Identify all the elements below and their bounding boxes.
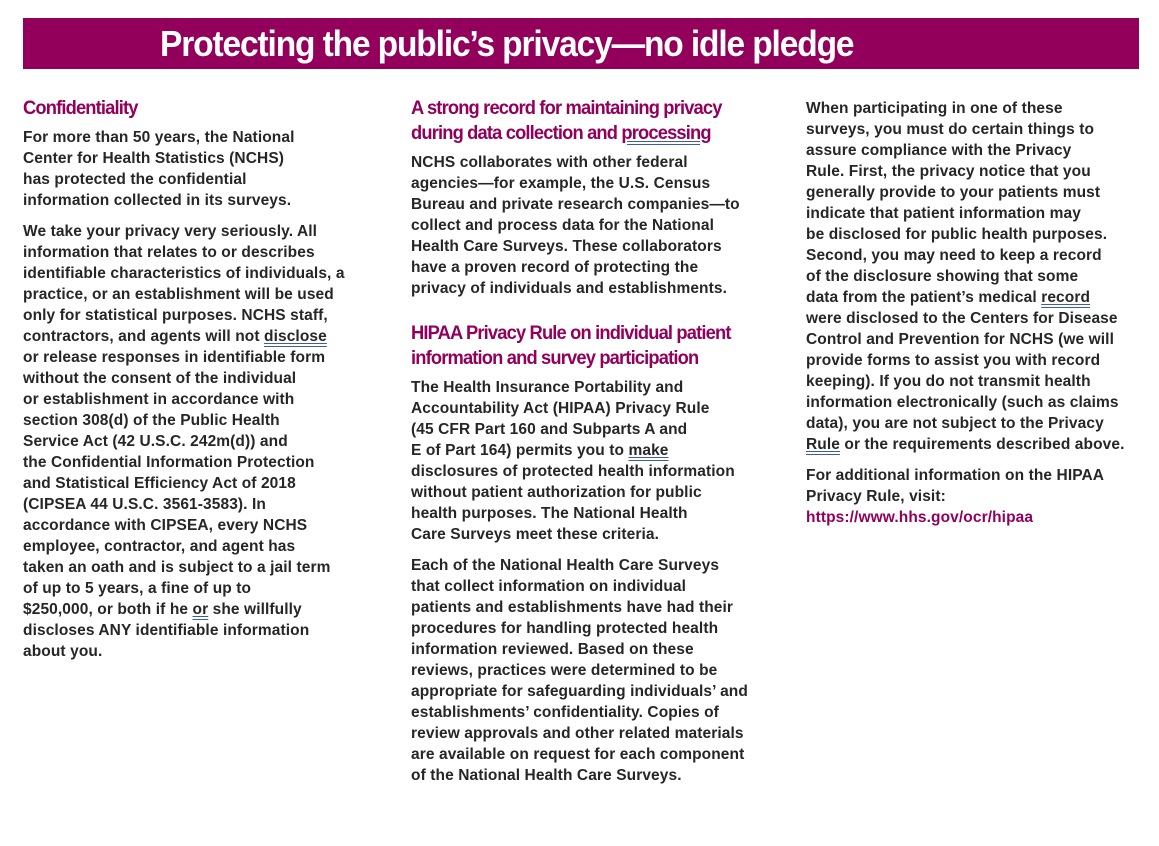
spellcheck-record: record [1041,289,1091,306]
paragraph-hipaa: The Health Insurance Portability and Accountability Act (HIPAA) Privacy Rule (45 CFR Part 160 and Subparts A and E of Part 164) permits you to make disclosures of protected health information without patient authorization for public health purposes. The National Health Care Surveys meet these criteria. [411,379,735,543]
spellcheck-make: make [628,442,669,459]
heading-hipaa: HIPAA Privacy Rule on individual patient information and survey participation [411,322,731,369]
paragraph-more-info: For additional information on the HIPAA Privacy Rule, visit: https://www.hhs.gov/ocr/hipaa [806,465,1151,528]
heading-strong-record: A strong record for maintaining privacy during data collection and processing [411,97,722,144]
column-data-collection [411,96,781,796]
paragraph-review: Each of the National Health Care Surveys that collect information on individual patients and establishments have had their procedures for handling protected health information reviewed. Based on these reviews, practices were determined to be appropriate for safeguarding individuals’ and establishments’ confidentiality. Copies of review approvals and other related materials are available on request for each component of the National Health Care Surveys. [411,557,748,784]
spellcheck-disclose: disclose [264,328,327,345]
paragraph-collaborators: NCHS collaborates with other federal agencies—for example, the U.S. Census Bureau and private research companies—to collect and process data for the National Health Care Surveys. These collaborators have a proven record of protecting the privacy of individuals and establishments. [411,154,740,297]
page-title: Protecting the public’s privacy—no idle pledge [160,23,854,64]
column-compliance [806,96,1151,538]
column-confidentiality [23,96,368,672]
title-banner [23,18,1139,69]
hipaa-link[interactable]: https://www.hhs.gov/ocr/hipaa [806,509,1034,526]
paragraph-history: For more than 50 years, the National Center for Health Statistics (NCHS) has protected the confidential information collected in its surveys. [23,129,295,209]
heading-confidentiality: Confidentiality [23,97,138,119]
spellcheck-or: or [192,601,209,618]
spellcheck-rule: Rule [806,436,840,453]
spellcheck-processing: processing [621,122,711,144]
paragraph-privacy-commitment: We take your privacy very seriously. All information that relates to or describes identifiable characteristics of individuals, a practice, or an establishment will be used only for statistical purposes. NCHS staff, contractors, and agents will not disclose or release responses in identifiable form without the consent of the individual or establishment in accordance with section 308(d) of the Public Health Service Act (42 U.S.C. 242m(d)) and the Confidential Information Protection and Statistical Efficiency Act of 2018 (CIPSEA 44 U.S.C. 3561-3583). In accordance with CIPSEA, every NCHS employee, contractor, and agent has taken an oath and is subject to a jail term of up to 5 years, a fine of up to $250,000, or both if he or she willfully discloses ANY identifiable information about you. [23,223,345,660]
paragraph-compliance: When participating in one of these surveys, you must do certain things to assure compliance with the Privacy Rule. First, the privacy notice that you generally provide to your patients must indicate that patient information may be disclosed for public health purposes. Second, you may need to keep a record of the disclosure showing that some data from the patient’s medical record were disclosed to the Centers for Disease Control and Prevention for NCHS (we will provide forms to assist you with record keeping). If you do not transmit health information electronically (such as claims data), you are not subject to the Privacy Rule or the requirements described above. [806,100,1125,453]
